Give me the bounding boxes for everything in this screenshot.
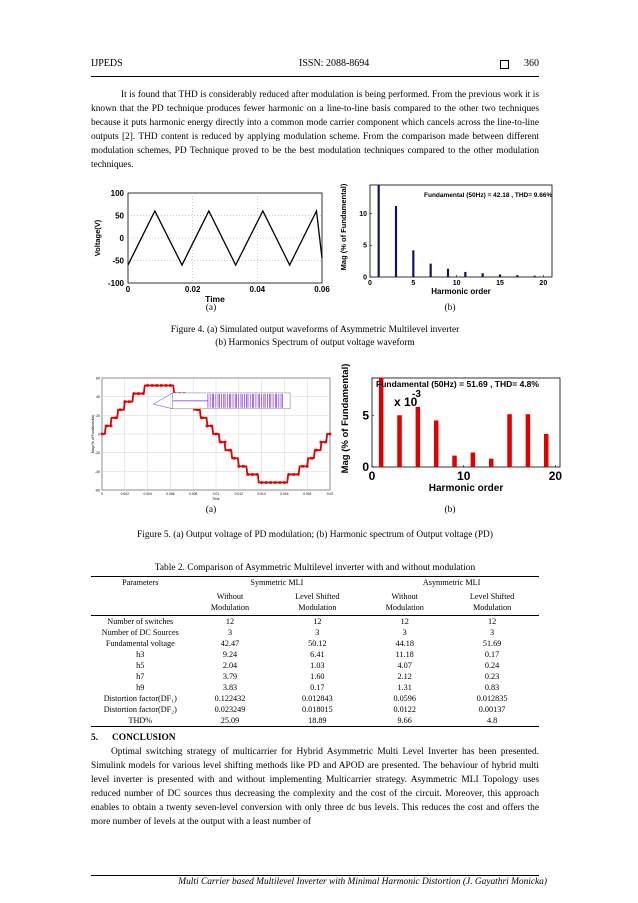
- table-cell: Fundamental voltage: [105, 639, 175, 648]
- table-cell: 18.89: [270, 715, 364, 727]
- fig5a-label: (a): [205, 505, 217, 515]
- y-axis-label: Mag (% of Fundamental): [339, 183, 348, 271]
- x-axis-label: Harmonic order: [431, 287, 491, 296]
- waveform-marker: [233, 457, 236, 460]
- x-tick-label: 5: [411, 280, 416, 287]
- table-cell: 12: [487, 617, 497, 626]
- table-cell: 0.17: [310, 683, 325, 692]
- x-tick-label: 20: [548, 469, 563, 483]
- waveform-marker: [269, 481, 272, 484]
- chart-title: Fundamental (50Hz) = 51.69 , THD= 4.8%: [376, 379, 539, 389]
- y-tick-label: -50: [112, 256, 124, 266]
- waveform-marker: [201, 417, 204, 420]
- table-header-cell: Parameters: [91, 577, 190, 589]
- table-cell: Distortion factor(DF₁): [103, 694, 177, 703]
- x-axis-label: Time: [205, 294, 225, 304]
- table-row: [91, 638, 539, 649]
- y-tick-label: 0: [119, 234, 124, 243]
- x-tick-label: 0.014: [257, 492, 266, 496]
- harmonic-bar: [482, 273, 484, 277]
- harmonic-bar: [416, 407, 421, 467]
- table-cell: 0.012835: [476, 694, 508, 703]
- footer-rule: [91, 875, 539, 876]
- waveform-marker: [146, 384, 149, 387]
- y-tick-label: -60: [94, 488, 100, 493]
- table-row: [91, 660, 539, 671]
- waveform-marker: [215, 433, 218, 436]
- waveform-marker: [228, 449, 231, 452]
- waveform-marker: [251, 473, 254, 476]
- table-cell: 3: [402, 628, 407, 637]
- table-cell: THD%: [91, 715, 190, 727]
- waveform-marker: [142, 392, 145, 395]
- table-cell: 0.23: [484, 672, 500, 681]
- harmonic-bar: [464, 272, 466, 277]
- waveform-marker: [238, 465, 241, 468]
- y-tick-label: 20: [96, 413, 100, 418]
- fig4b-label: (b): [444, 303, 456, 313]
- waveform-marker: [283, 481, 286, 484]
- harmonic-bar: [430, 264, 432, 277]
- table-cell: 9.24: [222, 650, 238, 659]
- x-axis-label: Time: [212, 497, 220, 501]
- waveform-marker: [292, 473, 295, 476]
- waveform-marker: [119, 408, 122, 411]
- harmonic-bar: [412, 250, 414, 277]
- y-axis-label: Mag (% of Fundamental): [91, 414, 95, 454]
- table-row: [91, 693, 539, 704]
- waveform-marker: [155, 384, 158, 387]
- waveform-marker: [288, 473, 291, 476]
- table-cell: Number of switches: [107, 617, 174, 626]
- table-cell: 42.47: [220, 639, 240, 648]
- harmonic-bar: [395, 206, 397, 277]
- waveform-marker: [151, 384, 154, 387]
- table-cell: 1.03: [310, 661, 325, 670]
- table-row: [91, 671, 539, 682]
- chart-fig4a: [90, 185, 330, 305]
- y-tick-label: -100: [107, 279, 124, 288]
- fig4-caption-1: Figure 4. (a) Simulated output waveforms of Asymmetric Multilevel inverter: [170, 325, 460, 335]
- x-tick-label: 0: [368, 280, 372, 287]
- table2-caption: Table 2. Comparison of Asymmetric Multilevel inverter with and without modulation: [154, 563, 476, 573]
- table-cell: 50.12: [308, 639, 327, 648]
- table-cell: 3.79: [222, 672, 238, 681]
- journal-name: IJPEDS: [91, 58, 123, 69]
- waveform-marker: [133, 392, 136, 395]
- table-cell: 0.83: [484, 683, 500, 692]
- table-cell: 1.31: [397, 683, 412, 692]
- y-tick-label: -40: [94, 469, 100, 474]
- harmonic-bar: [452, 456, 457, 467]
- table-cell: 2.04: [222, 661, 238, 670]
- chart-title: Fundamental (50Hz) = 42.18 , THD= 9.66%: [424, 192, 553, 199]
- x-tick-label: 0.008: [189, 492, 198, 496]
- x-tick-label: 0.02: [326, 492, 334, 496]
- x-tick-label: 0.02: [184, 285, 201, 294]
- waveform-marker: [247, 473, 250, 476]
- table-cell: 12: [313, 617, 322, 626]
- x-tick-label: 0.004: [143, 492, 152, 496]
- table-subheader-row: [91, 588, 539, 613]
- table-subheader-cell: Without Modulation: [385, 592, 424, 612]
- fig5b-label: (b): [444, 505, 456, 515]
- y-axis-label: Mag (% of Fundamental): [340, 363, 351, 474]
- table-cell: Distortion factor(DF₂): [103, 705, 177, 714]
- waveform-marker: [114, 417, 117, 420]
- footer-text: Multi Carrier based Multilevel Inverter with Minimal Harmonic Distortion (J. Gayathri Monicka): [178, 877, 547, 887]
- issn: ISSN: 2088-8694: [299, 58, 370, 69]
- table-cell: 3: [315, 628, 320, 637]
- table-row: [91, 715, 539, 727]
- x-tick-label: 0.04: [249, 285, 266, 294]
- x-tick-label: 0.01: [212, 492, 220, 496]
- table-cell: 0.122432: [214, 694, 246, 703]
- harmonic-bar: [447, 269, 449, 277]
- table-row: [91, 649, 539, 660]
- waveform-marker: [260, 481, 263, 484]
- table-subheader-cell: Level Shifted Modulation: [295, 592, 340, 612]
- table2: [91, 576, 539, 727]
- waveform-marker: [297, 473, 300, 476]
- waveform-marker: [169, 384, 172, 387]
- harmonic-bar: [378, 185, 380, 277]
- waveform-marker: [301, 465, 304, 468]
- y-tick-label: 5: [363, 242, 367, 250]
- waveform-marker: [105, 425, 108, 428]
- scale-factor-label: x 10: [394, 395, 418, 409]
- waveform-marker: [310, 457, 313, 460]
- x-tick-label: 0.018: [303, 492, 312, 496]
- table-cell: 44.18: [395, 639, 414, 648]
- harmonic-bar: [534, 276, 536, 277]
- waveform-marker: [219, 441, 222, 444]
- table-cell: 12: [225, 617, 235, 626]
- table-cell: 0.17: [484, 650, 500, 659]
- x-tick-label: 0.002: [120, 492, 129, 496]
- table-row: [91, 704, 539, 715]
- x-tick-label: 0.06: [314, 285, 330, 294]
- table-cell: 0.0596: [393, 694, 416, 703]
- y-tick-label: 100: [110, 189, 124, 198]
- table-cell: 4.07: [397, 661, 412, 670]
- waveform-marker: [224, 441, 227, 444]
- table-cell: 3.83: [222, 683, 238, 692]
- x-tick-label: 10: [457, 469, 471, 483]
- y-tick-label: 50: [115, 211, 124, 221]
- fig5-caption: Figure 5. (a) Output voltage of PD modulation; (b) Harmonic spectrum of Output voltage (PD): [137, 530, 493, 540]
- waveform-marker: [265, 481, 268, 484]
- table-cell: 9.66: [364, 715, 445, 727]
- waveform-marker: [165, 384, 168, 387]
- x-tick-label: 0.006: [166, 492, 175, 496]
- chart-fig5a: [90, 372, 335, 504]
- table-row: [91, 627, 539, 638]
- table-cell: 2.12: [397, 672, 412, 681]
- table-subheader-cell: Level Shifted Modulation: [469, 592, 515, 612]
- table-cell: 4.8: [445, 715, 539, 727]
- fig4a-label: (a): [205, 303, 217, 313]
- harmonic-bar: [516, 275, 518, 277]
- waveform-marker: [101, 433, 104, 436]
- harmonic-bar: [489, 459, 494, 467]
- y-tick-label: 40: [96, 395, 100, 400]
- y-tick-label: 0: [98, 432, 100, 437]
- table-cell: 11.18: [395, 650, 414, 659]
- y-tick-label: 60: [96, 376, 100, 381]
- fig4-caption-2: (b) Harmonics Spectrum of output voltage waveform: [215, 338, 415, 348]
- waveform-marker: [206, 425, 209, 428]
- table-cell: 0.00137: [478, 705, 506, 714]
- waveform-marker: [210, 425, 213, 428]
- table-cell: 1.60: [310, 672, 325, 681]
- y-tick-label: 0: [362, 460, 369, 474]
- table-cell: 51.69: [482, 639, 502, 648]
- table-cell: Number of DC Sources: [101, 628, 179, 637]
- running-header: [91, 58, 539, 74]
- waveform-marker: [320, 441, 323, 444]
- paragraph-conclusion: Optimal switching strategy of multicarrier for Hybrid Asymmetric Multi Level Inverter has been presented. Simulink models for various level shifting methods like PD and APOD are presented. The behaviour of hybrid multi level inverter is presented with and without implementing Multicarrier strategy. Asymmetric MLI Topology uses reduced number of DC sources thus decreasing the complexity and the cost of the circuit. Moreover, this approach enables to obtain a twenty seven-level conversion with only three dc bus levels. This reduces the cost and offers the more number of levels at the output with a least number of: [91, 747, 539, 827]
- table-cell: 12: [400, 617, 409, 626]
- harmonic-bar: [434, 420, 439, 467]
- table-cell: 6.41: [310, 650, 325, 659]
- table-cell: h5: [136, 661, 145, 670]
- table-row: [91, 616, 539, 628]
- harmonic-bar: [397, 415, 402, 467]
- table-cell: h7: [136, 672, 145, 681]
- harmonic-bar: [544, 434, 549, 467]
- y-tick-label: 10: [359, 210, 367, 218]
- x-tick-label: 0: [368, 469, 376, 483]
- waveform-marker: [324, 441, 327, 444]
- paragraph-intro: It is found that THD is considerably reduced after modulation is being performed. From the previous work it is known that the PD technique produces fewer harmonic on a line-to-line basis compared to the other two techniques because it puts harmonic energy directly into a common mode carrier component which cancels across the line-to-line outputs [2]. THD content is reduced by applying modulation scheme. From the comparison made between different modulation schemes, PD Technique proved to be the best modulation techniques compared to the other modulation techniques.: [91, 90, 539, 170]
- table-header-cell: Asymmetric MLI: [364, 577, 539, 589]
- x-tick-label: 0.012: [234, 492, 243, 496]
- table-cell: 0.023249: [214, 705, 246, 714]
- waveform-marker: [256, 473, 259, 476]
- table-cell: 25.09: [190, 715, 271, 727]
- waveform-marker: [329, 433, 332, 436]
- waveform-marker: [274, 481, 277, 484]
- x-tick-label: 10: [452, 280, 461, 287]
- scale-exponent-label: -3: [412, 389, 421, 400]
- header-rule: [91, 76, 539, 77]
- table-cell: h3: [136, 650, 145, 659]
- waveform-marker: [128, 400, 131, 403]
- page-number: 360: [524, 58, 539, 69]
- harmonic-bar: [471, 453, 476, 467]
- x-axis-label: Harmonic order: [428, 483, 504, 494]
- checkbox-square-icon: [500, 60, 509, 69]
- y-axis-label: Voltage(V): [93, 219, 102, 257]
- table-cell: 0.012843: [301, 694, 333, 703]
- x-tick-label: 0.016: [280, 492, 289, 496]
- harmonic-bar: [526, 414, 531, 467]
- waveform-marker: [110, 425, 113, 428]
- waveform-marker: [279, 481, 282, 484]
- waveform-marker: [160, 384, 163, 387]
- table-subheader-cell: Without Modulation: [210, 592, 250, 612]
- waveform-marker: [242, 465, 245, 468]
- table-cell: h9: [136, 683, 145, 692]
- table-cell: 3: [490, 628, 495, 637]
- chart-fig5b: [340, 363, 565, 504]
- harmonic-bar: [507, 414, 512, 467]
- x-tick-label: 0: [101, 492, 103, 496]
- y-tick-label: 0: [363, 274, 367, 282]
- table-cell: 0.018015: [301, 705, 333, 714]
- y-tick-label: 5: [362, 408, 369, 423]
- waveform-marker: [137, 392, 140, 395]
- table-header-row: [91, 577, 539, 589]
- waveform-marker: [306, 465, 309, 468]
- x-tick-label: 15: [496, 280, 504, 287]
- section-heading: 5. CONCLUSION: [91, 733, 176, 743]
- table-cell: 0.0122: [393, 705, 416, 714]
- y-tick-label: -20: [94, 451, 100, 456]
- harmonic-bar: [379, 378, 384, 467]
- table-cell: 3: [227, 628, 233, 637]
- waveform-marker: [124, 400, 127, 403]
- chart-fig4b: [340, 180, 555, 300]
- table-cell: 0.24: [484, 661, 500, 670]
- table-row: [91, 682, 539, 693]
- waveform-marker: [315, 449, 318, 452]
- x-tick-label: 20: [539, 280, 548, 287]
- table-header-cell: Symmetric MLI: [190, 577, 365, 589]
- x-tick-label: 0: [125, 285, 131, 294]
